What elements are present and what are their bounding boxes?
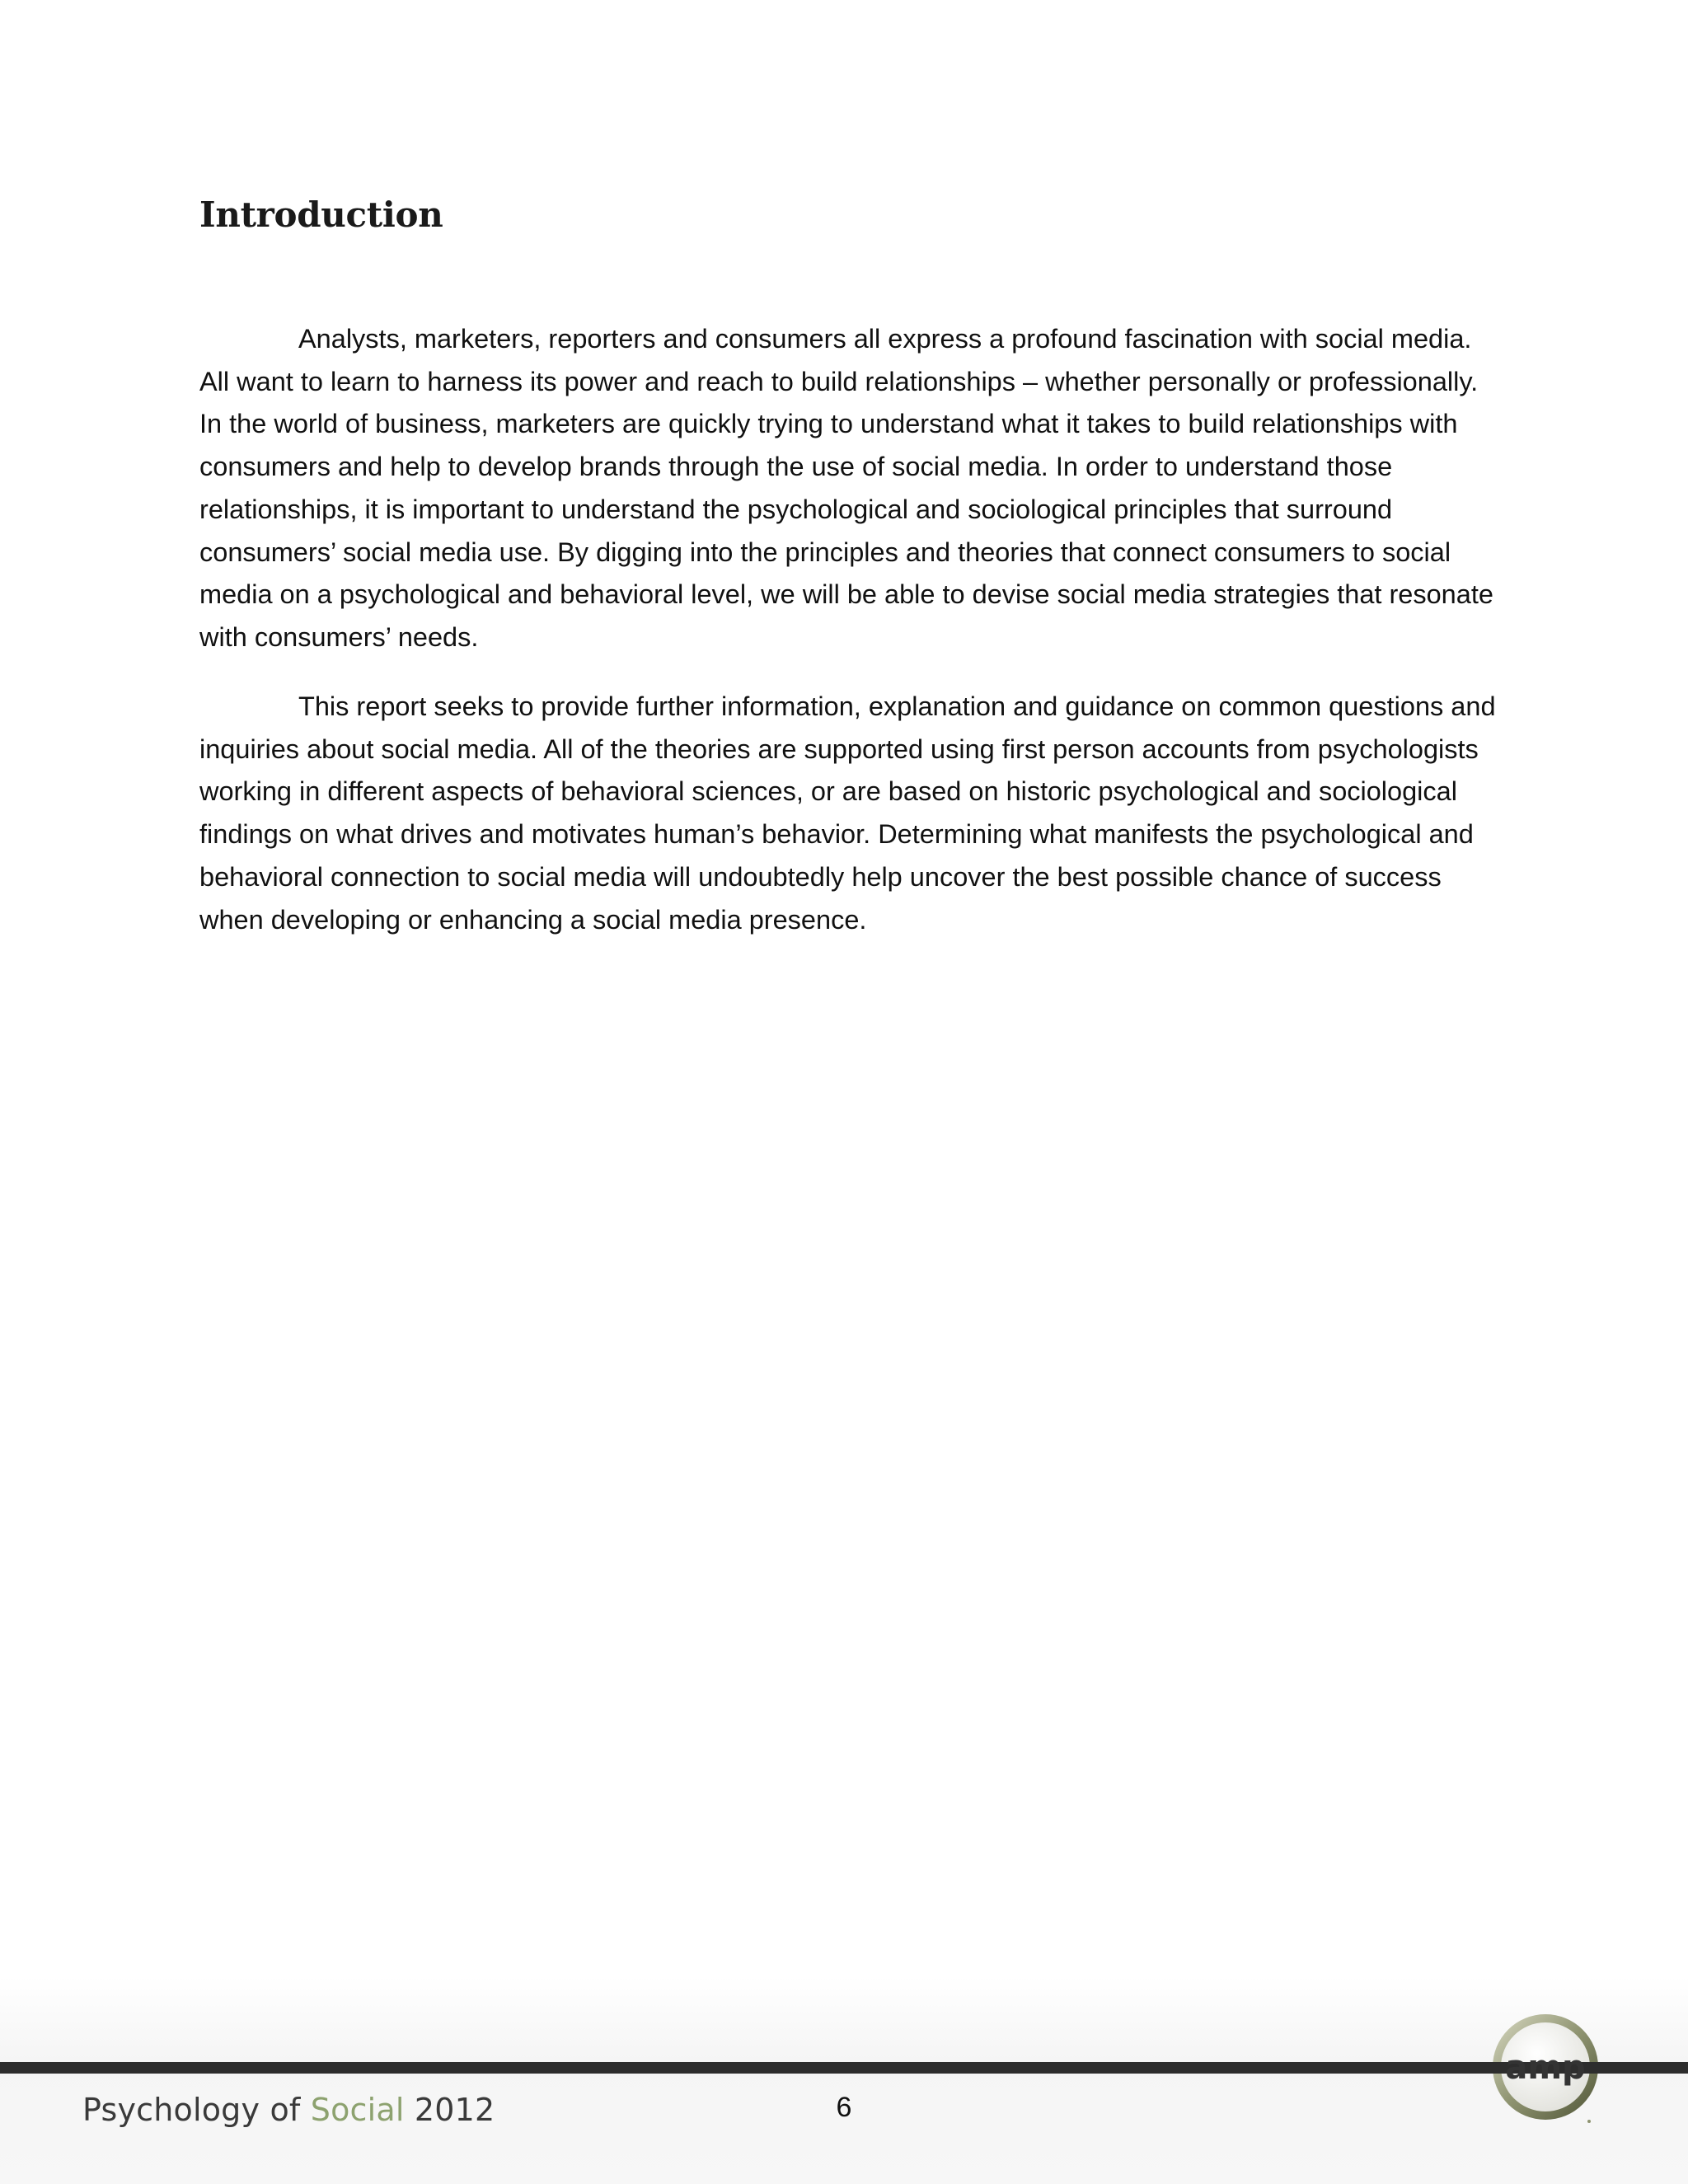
- footer-title: [82, 2092, 495, 2128]
- footer-title-part2: 2012: [404, 2092, 495, 2128]
- body-paragraph-2: This report seeks to provide further information, explanation and guidance on common questions and inquiries about social media. All of the theories are supported using first person accounts from psychologists working in different aspects of behavioral sciences, or are based on historic psychological and sociological findings on what drives and motivates human’s behavior. Determining what manifests the psychological and behavioral connection to social media will undoubtedly help uncover the best possible chance of success when developing or enhancing a social media presence.: [199, 691, 1496, 935]
- amp-logo-icon: [1484, 2008, 1607, 2131]
- footer-title-part1: Psychology of: [82, 2092, 311, 2128]
- footer-background: [0, 1976, 1688, 2184]
- footer-rule: [0, 2062, 1688, 2074]
- logo-text: amp: [1505, 2049, 1586, 2087]
- page-number: 6: [836, 2092, 852, 2123]
- section-heading: Introduction: [199, 194, 443, 235]
- body-paragraph-1: Analysts, marketers, reporters and consumers all express a profound fascination with social media. All want to learn to harness its power and reach to build relationships – whether personally or professionally. In the world of business, marketers are quickly trying to understand what it takes to build relationships with consumers and help to develop brands through the use of social media. In order to understand those relationships, it is important to understand the psychological and sociological principles that surround consumers’ social media use. By digging into the principles and theories that connect consumers to social media on a psychological and behavioral level, we will be able to devise social media strategies that resonate with consumers’ needs.: [199, 324, 1493, 652]
- footer-title-accent: Social: [310, 2092, 405, 2128]
